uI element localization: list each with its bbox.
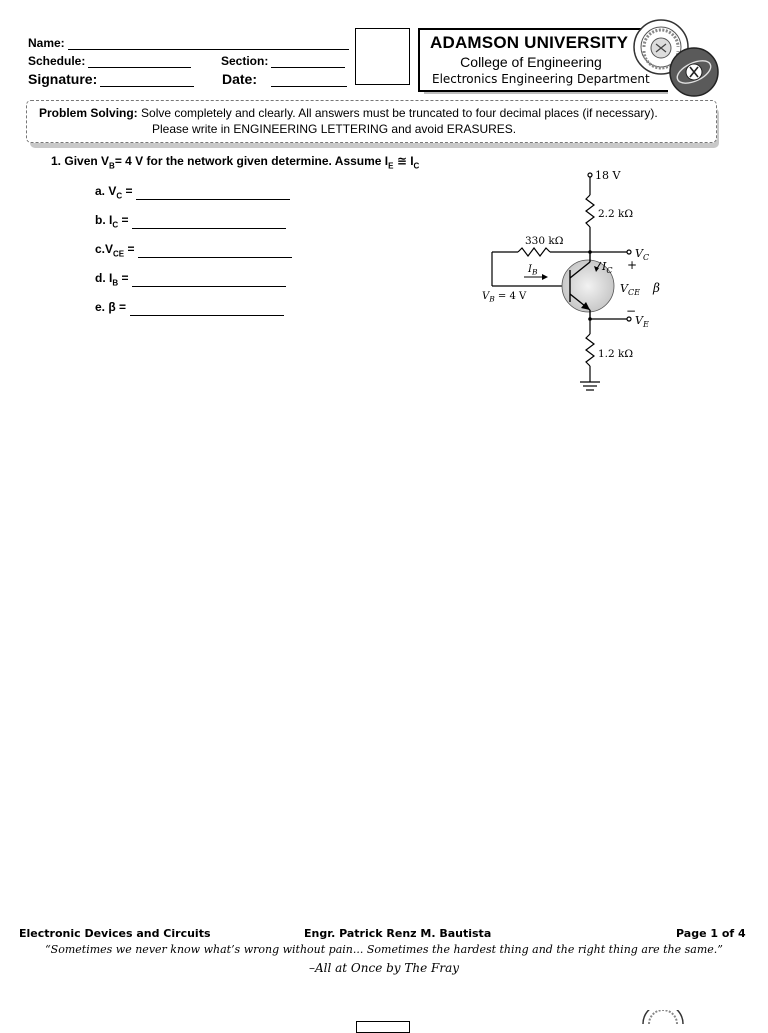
question-part-1: Given V — [64, 154, 110, 168]
ve-sub: E — [642, 320, 649, 329]
page-prefix: Page — [676, 927, 711, 940]
ib-label — [527, 264, 538, 277]
section-label: Section: — [221, 54, 269, 68]
question-sub-b: B — [109, 161, 115, 171]
date-field — [222, 71, 347, 87]
footer-quote: “Sometimes we never know what’s wrong without pain... Sometimes the hardest thing and the right thing are the same.” — [45, 943, 723, 956]
college-name: College of Engineering — [460, 54, 602, 70]
vc-label — [635, 247, 649, 262]
schedule-label: Schedule: — [28, 54, 86, 68]
vc-symbol: V — [635, 247, 643, 260]
vce-label — [620, 282, 640, 297]
question-part-2: = 4 V for the network given determine. Assume I — [114, 154, 389, 168]
ic-symbol: I — [602, 260, 607, 273]
question-sub-c: C — [413, 161, 420, 171]
footer-course: Electronic Devices and Circuits — [19, 927, 211, 940]
university-name: ADAMSON UNIVERSITY — [430, 33, 629, 52]
vc-sub: C — [642, 253, 650, 262]
answer-sub: CE — [113, 249, 125, 259]
answer-suffix: = — [118, 213, 129, 227]
vb-value: = 4 V — [494, 291, 527, 302]
answer-suffix: = — [122, 184, 133, 198]
answer-suffix: = — [118, 271, 129, 285]
instructions-line-2: Please write in ENGINEERING LETTERING and avoid ERASURES. — [152, 122, 517, 136]
answer-e — [95, 300, 284, 316]
answer-label: d. I — [95, 271, 113, 285]
name-blank — [68, 37, 349, 50]
ib-arrow-head — [542, 274, 548, 280]
page-current: 1 — [710, 927, 719, 940]
rb-resistor — [518, 248, 550, 256]
rc-resistor — [586, 195, 594, 227]
answer-label: b. I — [95, 213, 113, 227]
answer-c — [95, 242, 292, 258]
answer-sub: C — [112, 220, 119, 230]
instructions-text-1: Solve completely and clearly. All answers must be truncated to four decimal places (if necessary). — [137, 106, 658, 120]
transistor-circuit-diagram — [470, 162, 690, 407]
question-1-text — [51, 154, 419, 170]
vb-sub: B — [489, 294, 495, 304]
photo-box — [355, 28, 410, 85]
section-blank — [271, 55, 345, 68]
page-total: 4 — [738, 927, 746, 940]
supply-terminal — [588, 173, 592, 177]
section-field — [221, 54, 345, 68]
answer-label: a. V — [95, 184, 117, 198]
instructions-label: Problem Solving: — [39, 106, 138, 120]
answer-blank[interactable] — [138, 246, 292, 258]
schedule-field — [28, 54, 191, 68]
ic-sub: C — [606, 266, 613, 275]
name-label: Name: — [28, 36, 65, 50]
ve-label — [635, 314, 649, 329]
ve-symbol: V — [635, 314, 643, 327]
department-name: Electronics Engineering Department — [432, 72, 650, 86]
supply-label: 18 V — [595, 169, 621, 182]
signature-label: Signature: — [28, 71, 98, 87]
answer-label: e. β — [95, 300, 116, 314]
bottom-box — [356, 1021, 410, 1033]
footer-seal-icon — [640, 1010, 686, 1024]
ic-label — [601, 260, 612, 275]
answer-sub: B — [112, 278, 119, 288]
vce-symbol: V — [620, 282, 628, 295]
vc-terminal — [627, 250, 631, 254]
date-blank — [271, 74, 347, 87]
vb-label — [482, 291, 527, 304]
answer-blank[interactable] — [132, 217, 286, 229]
re-resistor — [586, 334, 594, 366]
instructions-box — [26, 100, 717, 143]
answer-suffix: = — [115, 300, 127, 314]
rc-label: 2.2 kΩ — [598, 208, 634, 220]
ib-symbol: I — [528, 264, 532, 275]
footer-page-number — [676, 927, 746, 940]
question-approx: ≅ I — [393, 154, 414, 168]
vb-symbol: V — [482, 291, 490, 302]
answer-blank[interactable] — [136, 188, 290, 200]
answer-b — [95, 213, 286, 229]
node-dot-collector — [588, 250, 592, 254]
answer-sub: C — [116, 191, 123, 201]
vce-sub: CE — [627, 288, 640, 297]
date-label: Date: — [222, 71, 258, 87]
answer-blank[interactable] — [132, 275, 286, 287]
plus-sign: + — [627, 258, 638, 272]
ib-sub: B — [531, 267, 538, 277]
department-logo-icon — [666, 46, 722, 98]
page-mid: of — [718, 927, 739, 940]
minus-sign: − — [626, 304, 637, 318]
signature-blank — [100, 74, 194, 87]
answer-d — [95, 271, 286, 287]
instructions-line-1 — [39, 106, 658, 120]
university-box — [418, 28, 668, 92]
signature-field — [28, 71, 194, 87]
beta-label: β — [653, 281, 660, 295]
question-number: 1. — [51, 154, 62, 168]
answer-label: c.V — [95, 242, 114, 256]
answer-blank[interactable] — [130, 304, 284, 316]
schedule-blank — [88, 55, 191, 68]
rb-label: 330 kΩ — [525, 235, 564, 247]
node-dot-emitter — [588, 317, 592, 321]
question-sub-e: E — [388, 161, 394, 171]
footer-attribution: –All at Once by The Fray — [308, 961, 460, 975]
re-label: 1.2 kΩ — [598, 348, 634, 360]
answer-suffix: = — [124, 242, 135, 256]
answer-a — [95, 184, 290, 200]
name-field — [28, 36, 349, 50]
footer-instructor: Engr. Patrick Renz M. Bautista — [304, 927, 492, 940]
